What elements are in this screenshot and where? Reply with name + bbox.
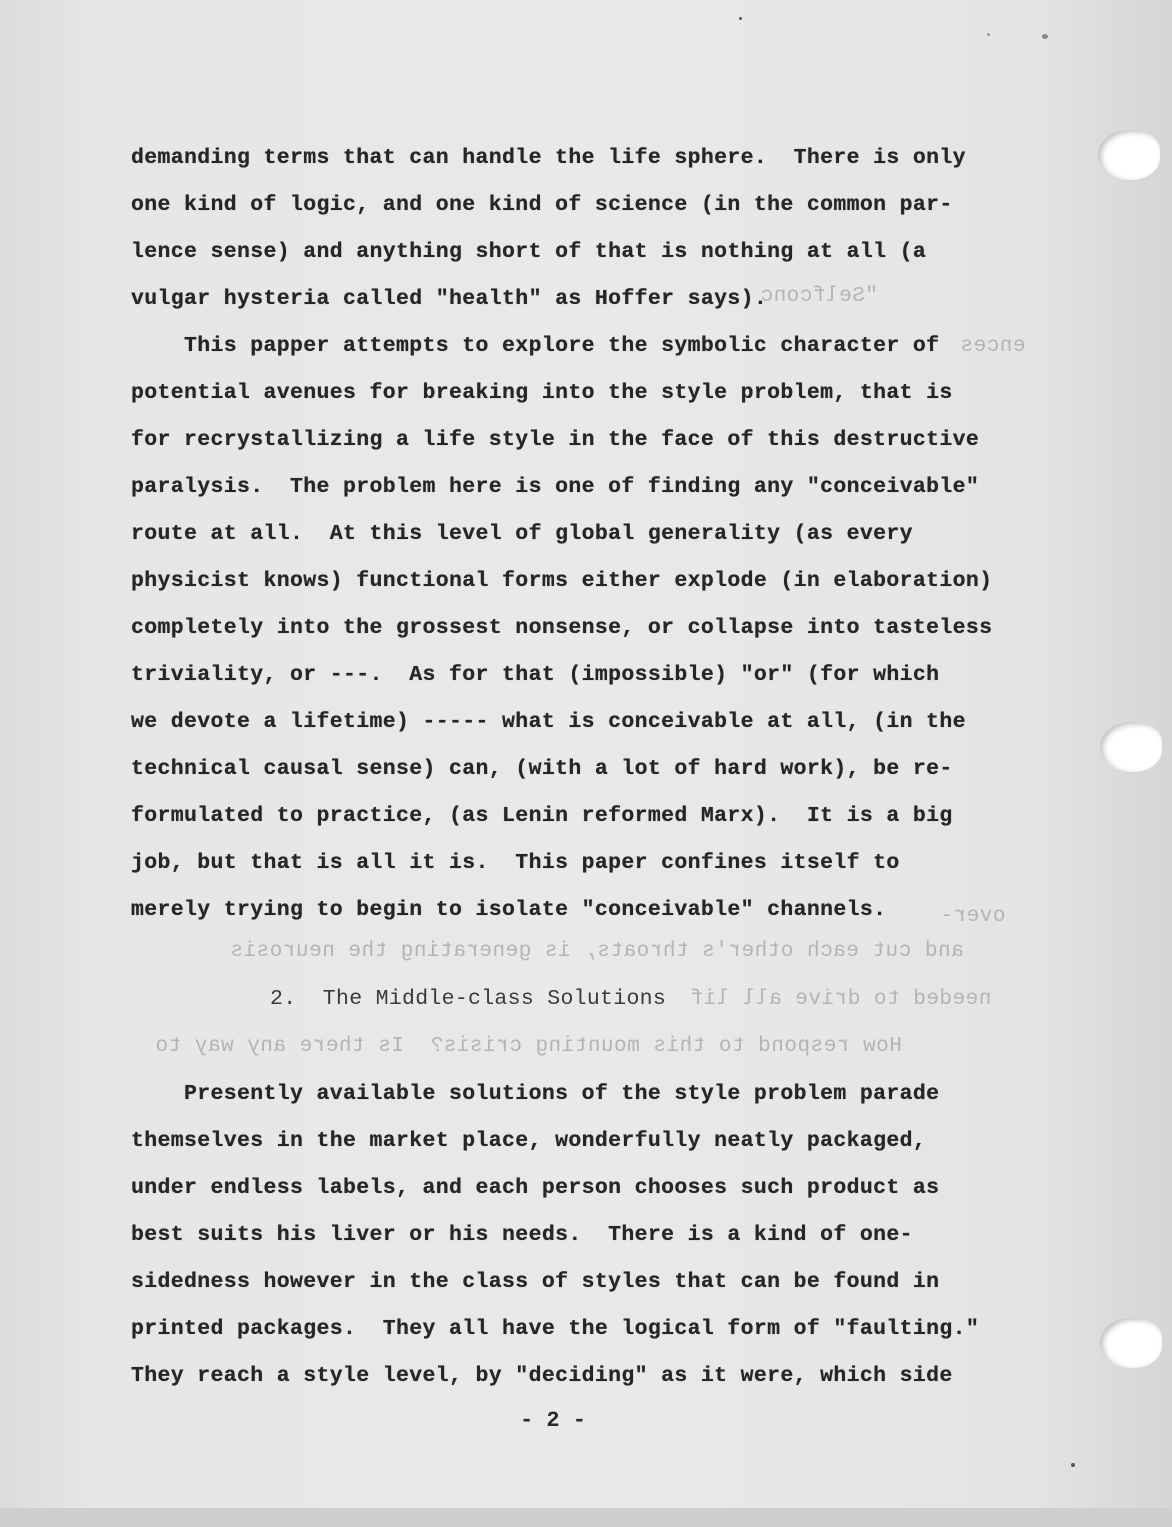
body-line: formulated to practice, (as Lenin reformed Marx). It is a big [131,804,953,828]
section-line: They reach a style level, by "deciding" as it were, which side [131,1364,953,1388]
bleed-through-text: needed to drive all lif [690,988,992,1011]
body-line: physicist knows) functional forms either explode (in elaboration) [131,569,993,593]
section-line: printed packages. They all have the logical form of "faulting." [131,1317,980,1341]
binder-hole-bottom [1100,1318,1162,1368]
paper-speck [987,33,990,36]
body-line: vulgar hysteria called "health" as Hoffer says). [131,287,768,311]
binder-hole-top [1098,130,1160,180]
body-line: potential avenues for breaking into the style problem, that is [131,381,953,405]
body-line: paralysis. The problem here is one of finding any "conceivable" [131,475,980,499]
section-line: sidedness however in the class of styles that can be found in [131,1270,940,1294]
page-number: - 2 - [520,1408,587,1433]
section-line: Presently available solutions of the style problem parade [131,1082,940,1106]
body-line: This papper attempts to explore the symbolic character of [131,334,940,358]
paper-speck [1071,1463,1075,1467]
binder-hole-middle [1100,722,1162,772]
bleed-through-text: How respond to this mounting crisis? Is there any way to [155,1035,902,1058]
section-line: best suits his liver or his needs. There is a kind of one- [131,1223,913,1247]
section-line: under endless labels, and each person chooses such product as [131,1176,940,1200]
body-line: demanding terms that can handle the life sphere. There is only [131,146,966,170]
bleed-through-text: and cut each other's throats, is generating the neurosis [230,940,964,963]
body-line: route at all. At this level of global generality (as every [131,522,913,546]
section-line: themselves in the market place, wonderfully neatly packaged, [131,1129,927,1153]
section-heading: 2. The Middle-class Solutions [270,987,667,1011]
body-line: for recrystallizing a life style in the face of this destructive [131,428,980,452]
paper-speck [1042,34,1048,39]
body-line: triviality, or ---. As for that (impossible) "or" (for which [131,663,940,687]
body-line: one kind of logic, and one kind of science (in the common par- [131,193,953,217]
bleed-through-text: ences [960,335,1026,358]
paper-speck [739,17,742,20]
body-line: lence sense) and anything short of that is nothing at all (a [131,240,927,264]
bleed-through-text: "Selfconc [760,285,878,308]
bleed-through-text: over- [940,905,1006,928]
body-line: technical causal sense) can, (with a lot of hard work), be re- [131,757,953,781]
body-line: merely trying to begin to isolate "conceivable" channels. [131,898,887,922]
body-line: completely into the grossest nonsense, or collapse into tasteless [131,616,993,640]
body-line: we devote a lifetime) ----- what is conceivable at all, (in the [131,710,966,734]
body-line: job, but that is all it is. This paper confines itself to [131,851,900,875]
